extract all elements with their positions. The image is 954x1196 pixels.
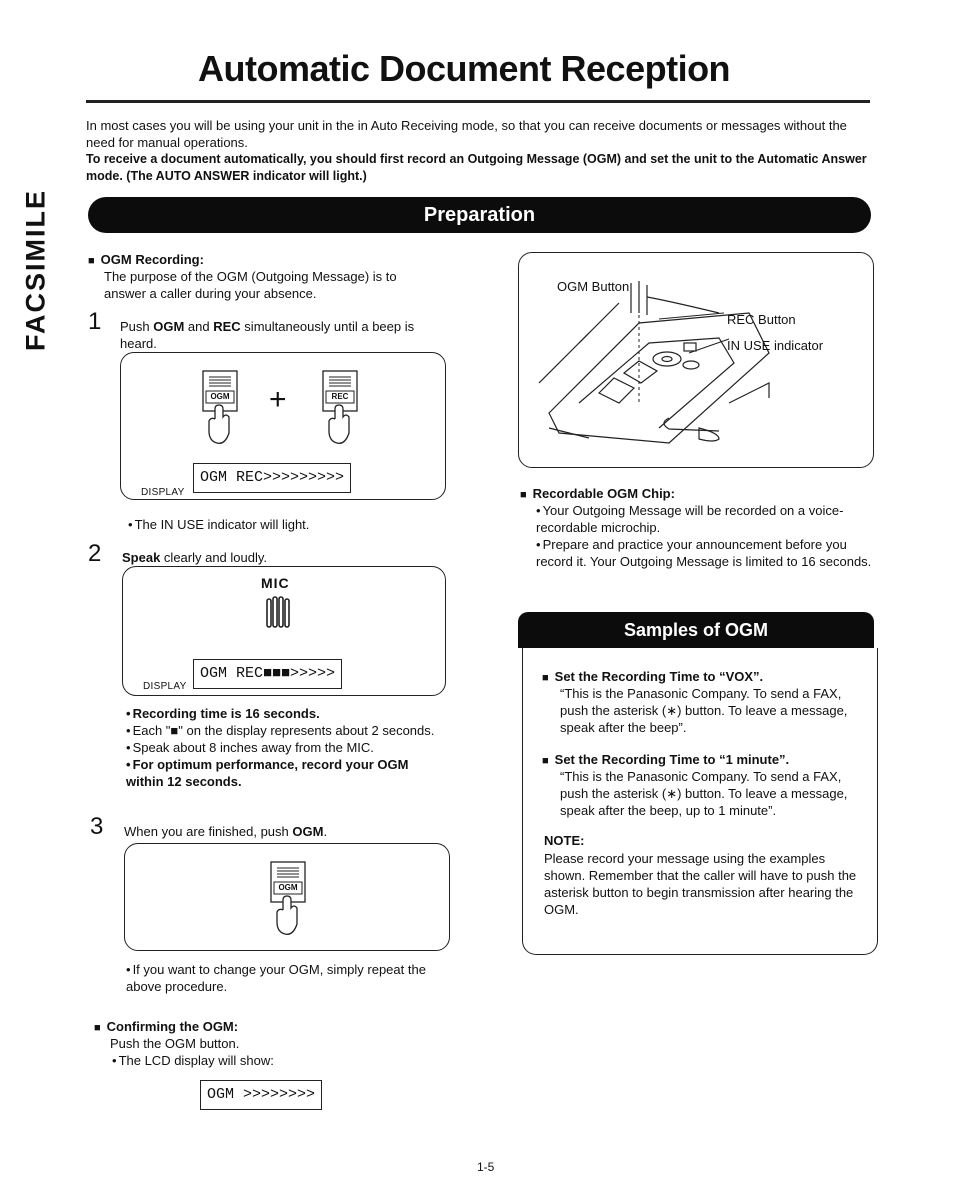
confirm-lcd-display: OGM >>>>>>>> bbox=[200, 1080, 322, 1110]
step-1-number: 1 bbox=[88, 308, 102, 335]
step-1-key-ogm: OGM bbox=[153, 319, 185, 334]
mic-icon bbox=[265, 595, 291, 634]
in-use-indicator-callout: IN USE indicator bbox=[727, 338, 824, 353]
step-3-instruction bbox=[124, 823, 327, 840]
ogm-key-press-icon bbox=[201, 369, 241, 458]
vox-sample-text: “This is the Panasonic Company. To send a FAX, push the asterisk (∗) button. To leave a message, speak after the beep”. bbox=[560, 686, 848, 735]
title-divider bbox=[86, 100, 870, 103]
step-2-note: • Each "■" on the display represents about 2 seconds. bbox=[126, 722, 446, 739]
step-1-note: • The IN USE indicator will light. bbox=[128, 516, 309, 533]
ogm-key-press-icon bbox=[269, 860, 309, 949]
step-1-panel bbox=[120, 352, 446, 500]
step-2-note: • Speak about 8 inches away from the MIC. bbox=[126, 739, 446, 756]
step-2-rest: clearly and loudly. bbox=[160, 550, 268, 565]
step-2-note: • Recording time is 16 seconds. bbox=[126, 705, 446, 722]
side-tab-label: FACSIMILE bbox=[20, 188, 51, 352]
step-2-display-label: DISPLAY bbox=[143, 681, 187, 692]
step-3-number: 3 bbox=[90, 813, 104, 840]
step-1-text-post: simultaneously until a beep is heard. bbox=[120, 319, 415, 351]
confirming-line-1: Push the OGM button. bbox=[110, 1036, 240, 1051]
step-2-note: • For optimum performance, record your OGM within 12 seconds. bbox=[126, 756, 446, 790]
step-1-display-label: DISPLAY bbox=[141, 487, 185, 498]
ogm-recording-heading: ■ OGM Recording: bbox=[88, 252, 204, 267]
rec-button-callout: REC Button bbox=[727, 312, 796, 327]
recordable-chip-bullets bbox=[536, 502, 872, 570]
step-2-panel bbox=[122, 566, 446, 696]
plus-sign: + bbox=[269, 383, 287, 416]
step-3-note: • If you want to change your OGM, simply repeat the above procedure. bbox=[126, 961, 456, 995]
step-2-bold: Speak bbox=[122, 550, 161, 565]
samples-banner: Samples of OGM bbox=[518, 612, 874, 648]
step-3-panel bbox=[124, 843, 450, 951]
step-1-text-pre: Push bbox=[120, 319, 154, 334]
preparation-banner: Preparation bbox=[88, 197, 871, 233]
section-side-tab bbox=[18, 188, 54, 352]
step-2-instruction bbox=[122, 549, 267, 566]
ogm-key-label: OGM bbox=[278, 883, 298, 892]
step-1-text-mid: and bbox=[184, 319, 214, 334]
rec-key-label: REC bbox=[331, 392, 349, 401]
one-minute-sample-text: “This is the Panasonic Company. To send a FAX, push the asterisk (∗) button. To leave a message, speak after the beep, up to 1 minute”. bbox=[560, 769, 848, 818]
step-3-text-pre: When you are finished, push bbox=[124, 824, 293, 839]
rec-key-press-icon bbox=[321, 369, 361, 458]
step-2-lcd-display: OGM REC■■■>>>>> bbox=[193, 659, 342, 689]
step-1-instruction bbox=[120, 318, 450, 352]
step-1-key-rec: REC bbox=[213, 319, 241, 334]
fax-panel-diagram bbox=[518, 252, 874, 468]
vox-heading: ■ Set the Recording Time to “VOX”. bbox=[542, 669, 763, 684]
recordable-chip-heading: ■ Recordable OGM Chip: bbox=[520, 486, 675, 501]
page-number: 1-5 bbox=[477, 1160, 495, 1174]
step-1-lcd-display: OGM REC>>>>>>>>> bbox=[193, 463, 351, 493]
mic-label: MIC bbox=[261, 575, 290, 591]
page-title: Automatic Document Reception bbox=[198, 48, 731, 89]
confirming-line-2: • The LCD display will show: bbox=[112, 1052, 274, 1069]
ogm-button-callout: OGM Button bbox=[557, 279, 630, 294]
step-3-key-ogm: OGM bbox=[292, 824, 324, 839]
note-text: Please record your message using the examples shown. Remember that the caller will have to push the asterisk button to begin transmission after hearing the OGM. bbox=[544, 851, 857, 917]
intro-bold-text: To receive a document automatically, you should first record an Outgoing Message (OGM) and set the unit to the Automatic Answer mode. (The AUTO ANSWER indicator will light.) bbox=[86, 152, 867, 183]
confirming-ogm-heading: ■ Confirming the OGM: bbox=[94, 1019, 238, 1034]
step-2-notes bbox=[126, 705, 446, 790]
intro-text: In most cases you will be using your unit in the in Auto Receiving mode, so that you can receive documents or messages without the need for manual operations. bbox=[86, 118, 847, 150]
step-2-number: 2 bbox=[88, 540, 102, 567]
one-minute-heading: ■ Set the Recording Time to “1 minute”. bbox=[542, 752, 789, 767]
note-heading: NOTE: bbox=[544, 833, 585, 848]
chip-bullet: • Your Outgoing Message will be recorded on a voice-recordable microchip. bbox=[536, 502, 872, 536]
ogm-recording-description: The purpose of the OGM (Outgoing Message) is to answer a caller during your absence. bbox=[104, 269, 397, 301]
chip-bullet: • Prepare and practice your announcement before you record it. Your Outgoing Message is limited to 16 seconds. bbox=[536, 536, 872, 570]
ogm-key-label: OGM bbox=[210, 392, 230, 401]
step-3-text-post: . bbox=[323, 824, 328, 839]
